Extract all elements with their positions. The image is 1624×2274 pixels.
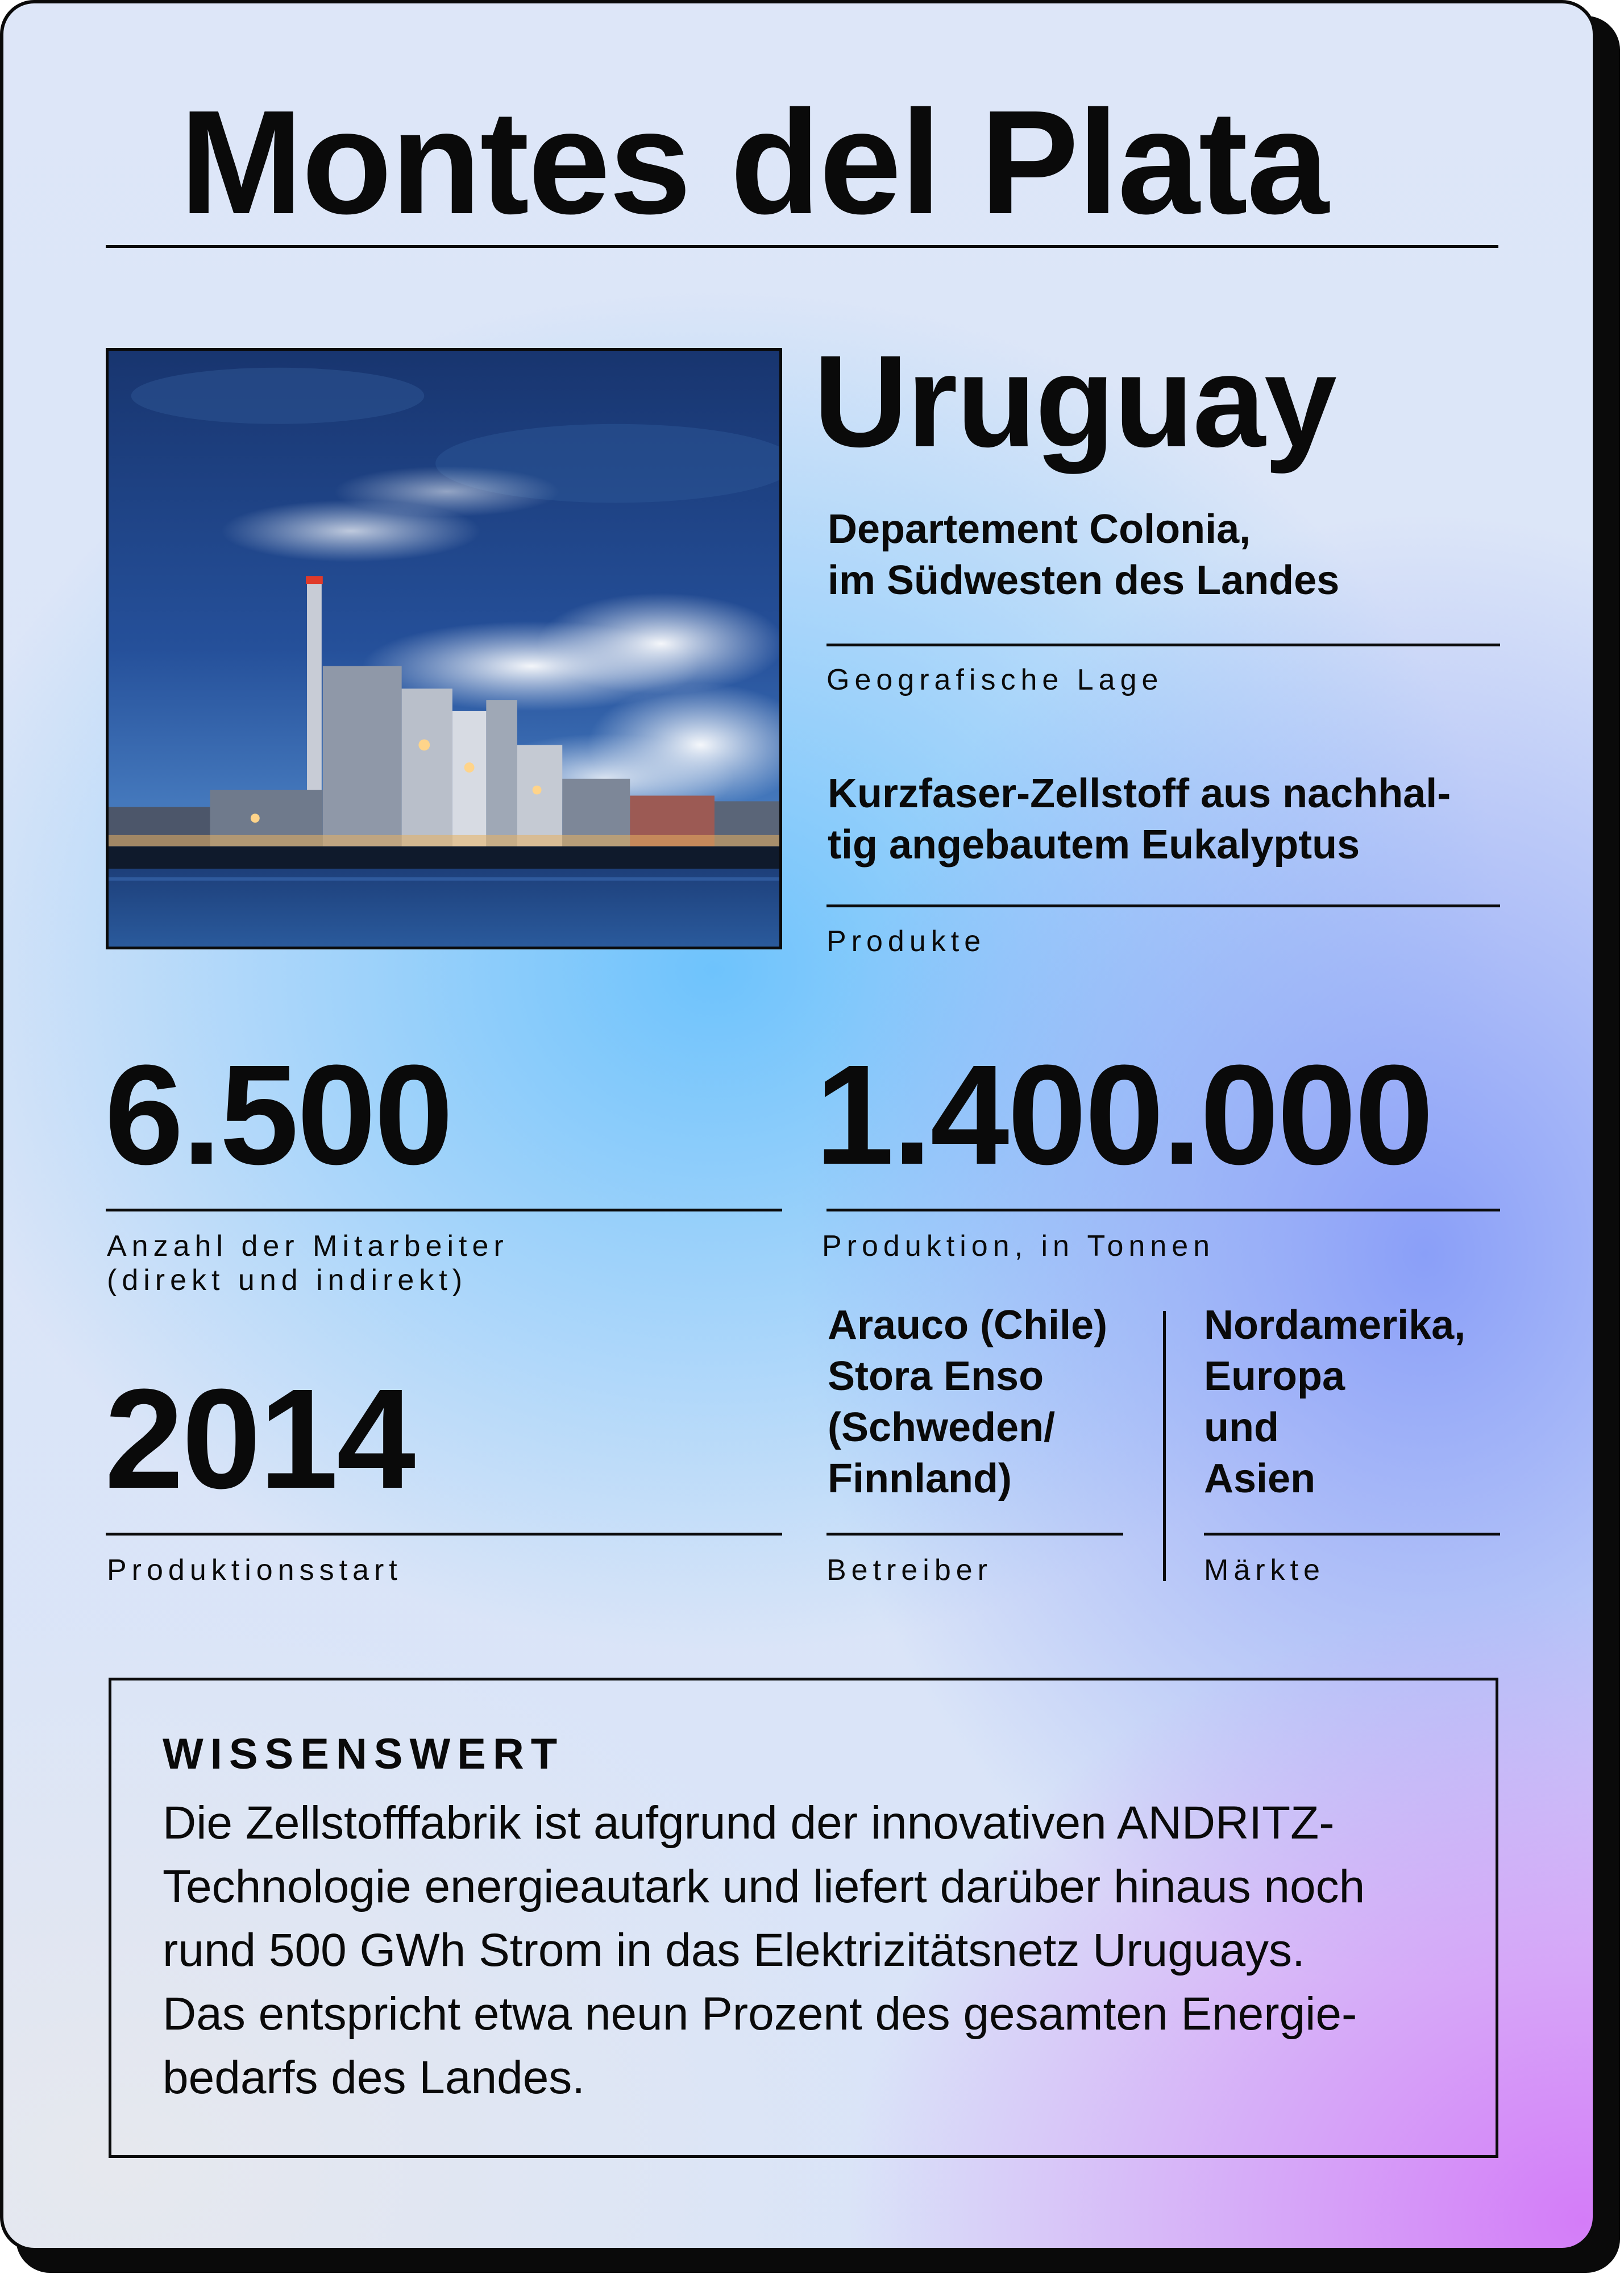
pulp-mill-photo <box>106 348 782 949</box>
column-separator <box>1163 1311 1166 1581</box>
markets-caption: Märkte <box>1204 1554 1325 1587</box>
start-divider <box>106 1533 782 1536</box>
operators-caption: Betreiber <box>826 1554 992 1587</box>
production-caption: Produktion, in Tonnen <box>822 1230 1215 1263</box>
operators-text: Arauco (Chile) Stora Enso (Schweden/ Finnland) <box>828 1302 1108 1501</box>
employees-caption: Anzahl der Mitarbeiter (direkt und indirekt) <box>107 1230 509 1297</box>
location-caption: Geografische Lage <box>826 663 1164 696</box>
info-box <box>109 1678 1498 2158</box>
markets-text: Nordamerika, Europa und Asien <box>1204 1302 1466 1501</box>
country-name: Uruguay <box>813 328 1336 474</box>
employees-divider <box>106 1209 782 1211</box>
page-title: Montes del Plata <box>180 80 1328 245</box>
production-divider <box>826 1209 1500 1211</box>
products-text: Kurzfaser-Zellstoff aus nachhal- tig angebautem Eukalyptus <box>828 771 1451 868</box>
info-text: Die Zellstofffabrik ist aufgrund der innovativen ANDRITZ- Technologie energieautark und liefert darüber hinaus noch rund 500 GWh Strom in das Elektrizitätsnetz Uruguays. Das entspricht etwa neun Prozent des gesamten Energie- bedarfs des Landes. <box>163 1797 1365 2103</box>
title-divider <box>106 245 1498 248</box>
products-caption: Produkte <box>826 925 986 958</box>
markets-divider <box>1204 1533 1500 1536</box>
start-caption: Produktionsstart <box>107 1554 402 1587</box>
products-divider <box>826 904 1500 907</box>
info-heading: WISSENSWERT <box>163 1730 564 1778</box>
operators-divider <box>826 1533 1123 1536</box>
production-value: 1.400.000 <box>815 1035 1432 1194</box>
employees-value: 6.500 <box>105 1035 452 1194</box>
location-text: Departement Colonia, im Südwesten des Landes <box>828 507 1340 603</box>
location-divider <box>826 644 1500 646</box>
start-year-value: 2014 <box>105 1359 414 1518</box>
